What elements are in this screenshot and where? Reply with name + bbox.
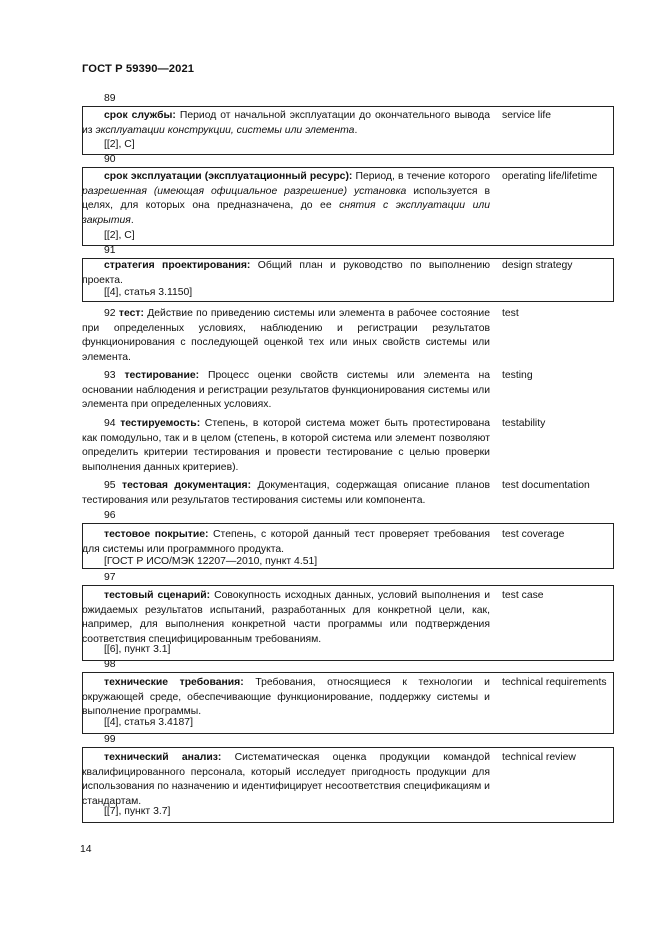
english-term: test documentation [502,480,590,491]
entry-number: 96 [104,510,116,521]
definition-part: Период от начальной эксплуатации до окончательного вывода из [82,110,491,136]
source-reference: [[2], C] [104,139,135,150]
entry-number: 99 [104,734,116,745]
source-reference: [[4], статья 3.4187] [104,717,193,728]
term: стратегия проектирования: [104,260,251,271]
source-reference: [ГОСТ Р ИСО/МЭК 12207—2010, пункт 4.51] [104,556,318,567]
entry-number: 95 [104,480,116,491]
page-number: 14 [80,844,92,855]
term: технические требования: [104,677,244,688]
english-term: test [502,308,519,319]
english-term: design strategy [502,260,573,271]
term: срок эксплуатации (эксплуатационный ресурс): [104,171,353,182]
english-term: test case [502,590,544,601]
definition-text [82,259,490,288]
entry-number: 94 [104,418,116,429]
definition-part: Совокупность исходных данных, условий выполнения и ожидаемых результатов испытаний, разработанных для конкретной цели, как, например, для выполнения конкретной части программы или подтверждения соответствия специфицированным требованиям. [82,590,490,645]
definition-part: . [354,124,358,136]
source-reference: [[2], C] [104,230,135,241]
term: технический анализ: [104,752,222,763]
english-term: testability [502,418,546,429]
definition-text [82,479,490,508]
definition-text [82,369,490,413]
entry-number: 98 [104,659,116,670]
definition-part: Период, в течение которого [352,171,490,182]
entry-number: 91 [104,245,116,256]
definition-part: Требования, относящиеся к технологии и окружающей среде, обеспечивающие функционирование, поддержку системы и выполнение программы. [82,677,490,718]
definition-text [82,307,490,365]
definition-italic: снятия с эксплуатации или закрытия [82,200,490,226]
definition-part: Степень, с которой данный тест проверяет требования для системы или программного продукта. [82,529,490,555]
entry-number: 90 [104,154,116,165]
source-reference: [[4], статья 3.1150] [104,287,193,298]
term: тестовая документация: [122,480,252,491]
definition-part: . [130,214,134,226]
entry-number: 89 [104,93,116,104]
english-term: service life [502,110,552,121]
source-reference: [[7], пункт 3.7] [104,806,171,817]
definition-part: Степень, в которой система может быть протестирована как помодульно, так и в целом (степень, в которой система или элемент позволяют определить критерии тестирования и провести тестирование с целью проверки выполнения данных критериев). [82,418,490,473]
entry-number: 93 [104,370,116,381]
definition-text [82,170,490,228]
definition-text [82,676,490,720]
english-term: test coverage [502,529,565,540]
term: тестовое покрытие: [104,529,209,540]
term: тестовый сценарий: [104,590,211,601]
document-header: ГОСТ Р 59390—2021 [82,63,195,75]
term: тест: [118,308,144,319]
definition-italic: разрешенная (имеющая официальное разрешение) установка [82,185,407,197]
definition-text [82,589,490,647]
definition-part: Систематическая оценка продукции командой квалифицированного персонала, который исследует пригодность продукции для использования по назначению и идентифицирует несоответствия спецификациям и стандартам. [82,752,491,807]
entry-number: 97 [104,572,116,583]
definition-part: Документация, содержащая описание планов тестирования или результатов тестирования системы или компонента. [82,480,491,506]
english-term: testing [502,370,533,381]
english-term: technical review [502,752,576,763]
term: срок службы: [104,110,176,121]
term: тестируемость: [120,418,201,429]
definition-text [82,751,490,809]
source-reference: [[6], пункт 3.1] [104,644,171,655]
english-term: operating life/lifetime [502,171,598,182]
definition-part: Общий план и руководство по выполнению проекта. [82,260,490,286]
definition-part: используется в целях, для которых она предназначена, до ее [82,185,490,212]
english-term: technical requirements [502,677,607,688]
entry-number: 92 [104,308,116,319]
term: тестирование: [124,370,200,381]
definition-part: Действие по приведению системы или элемента в рабочее состояние при определенных условиях, наблюдению и регистрации результатов функционирования с последующей оценкой тех или иных свойств системы или элемента. [82,308,490,363]
definition-text [82,417,490,475]
definition-text [82,528,490,557]
definition-part: Процесс оценки свойств системы или элемента на основании наблюдения и регистрации результатов функционирования системы или элемента при определенных условиях. [82,370,490,411]
definition-text [82,109,490,138]
definition-italic: эксплуатации конструкции, системы или элемента [95,124,355,136]
